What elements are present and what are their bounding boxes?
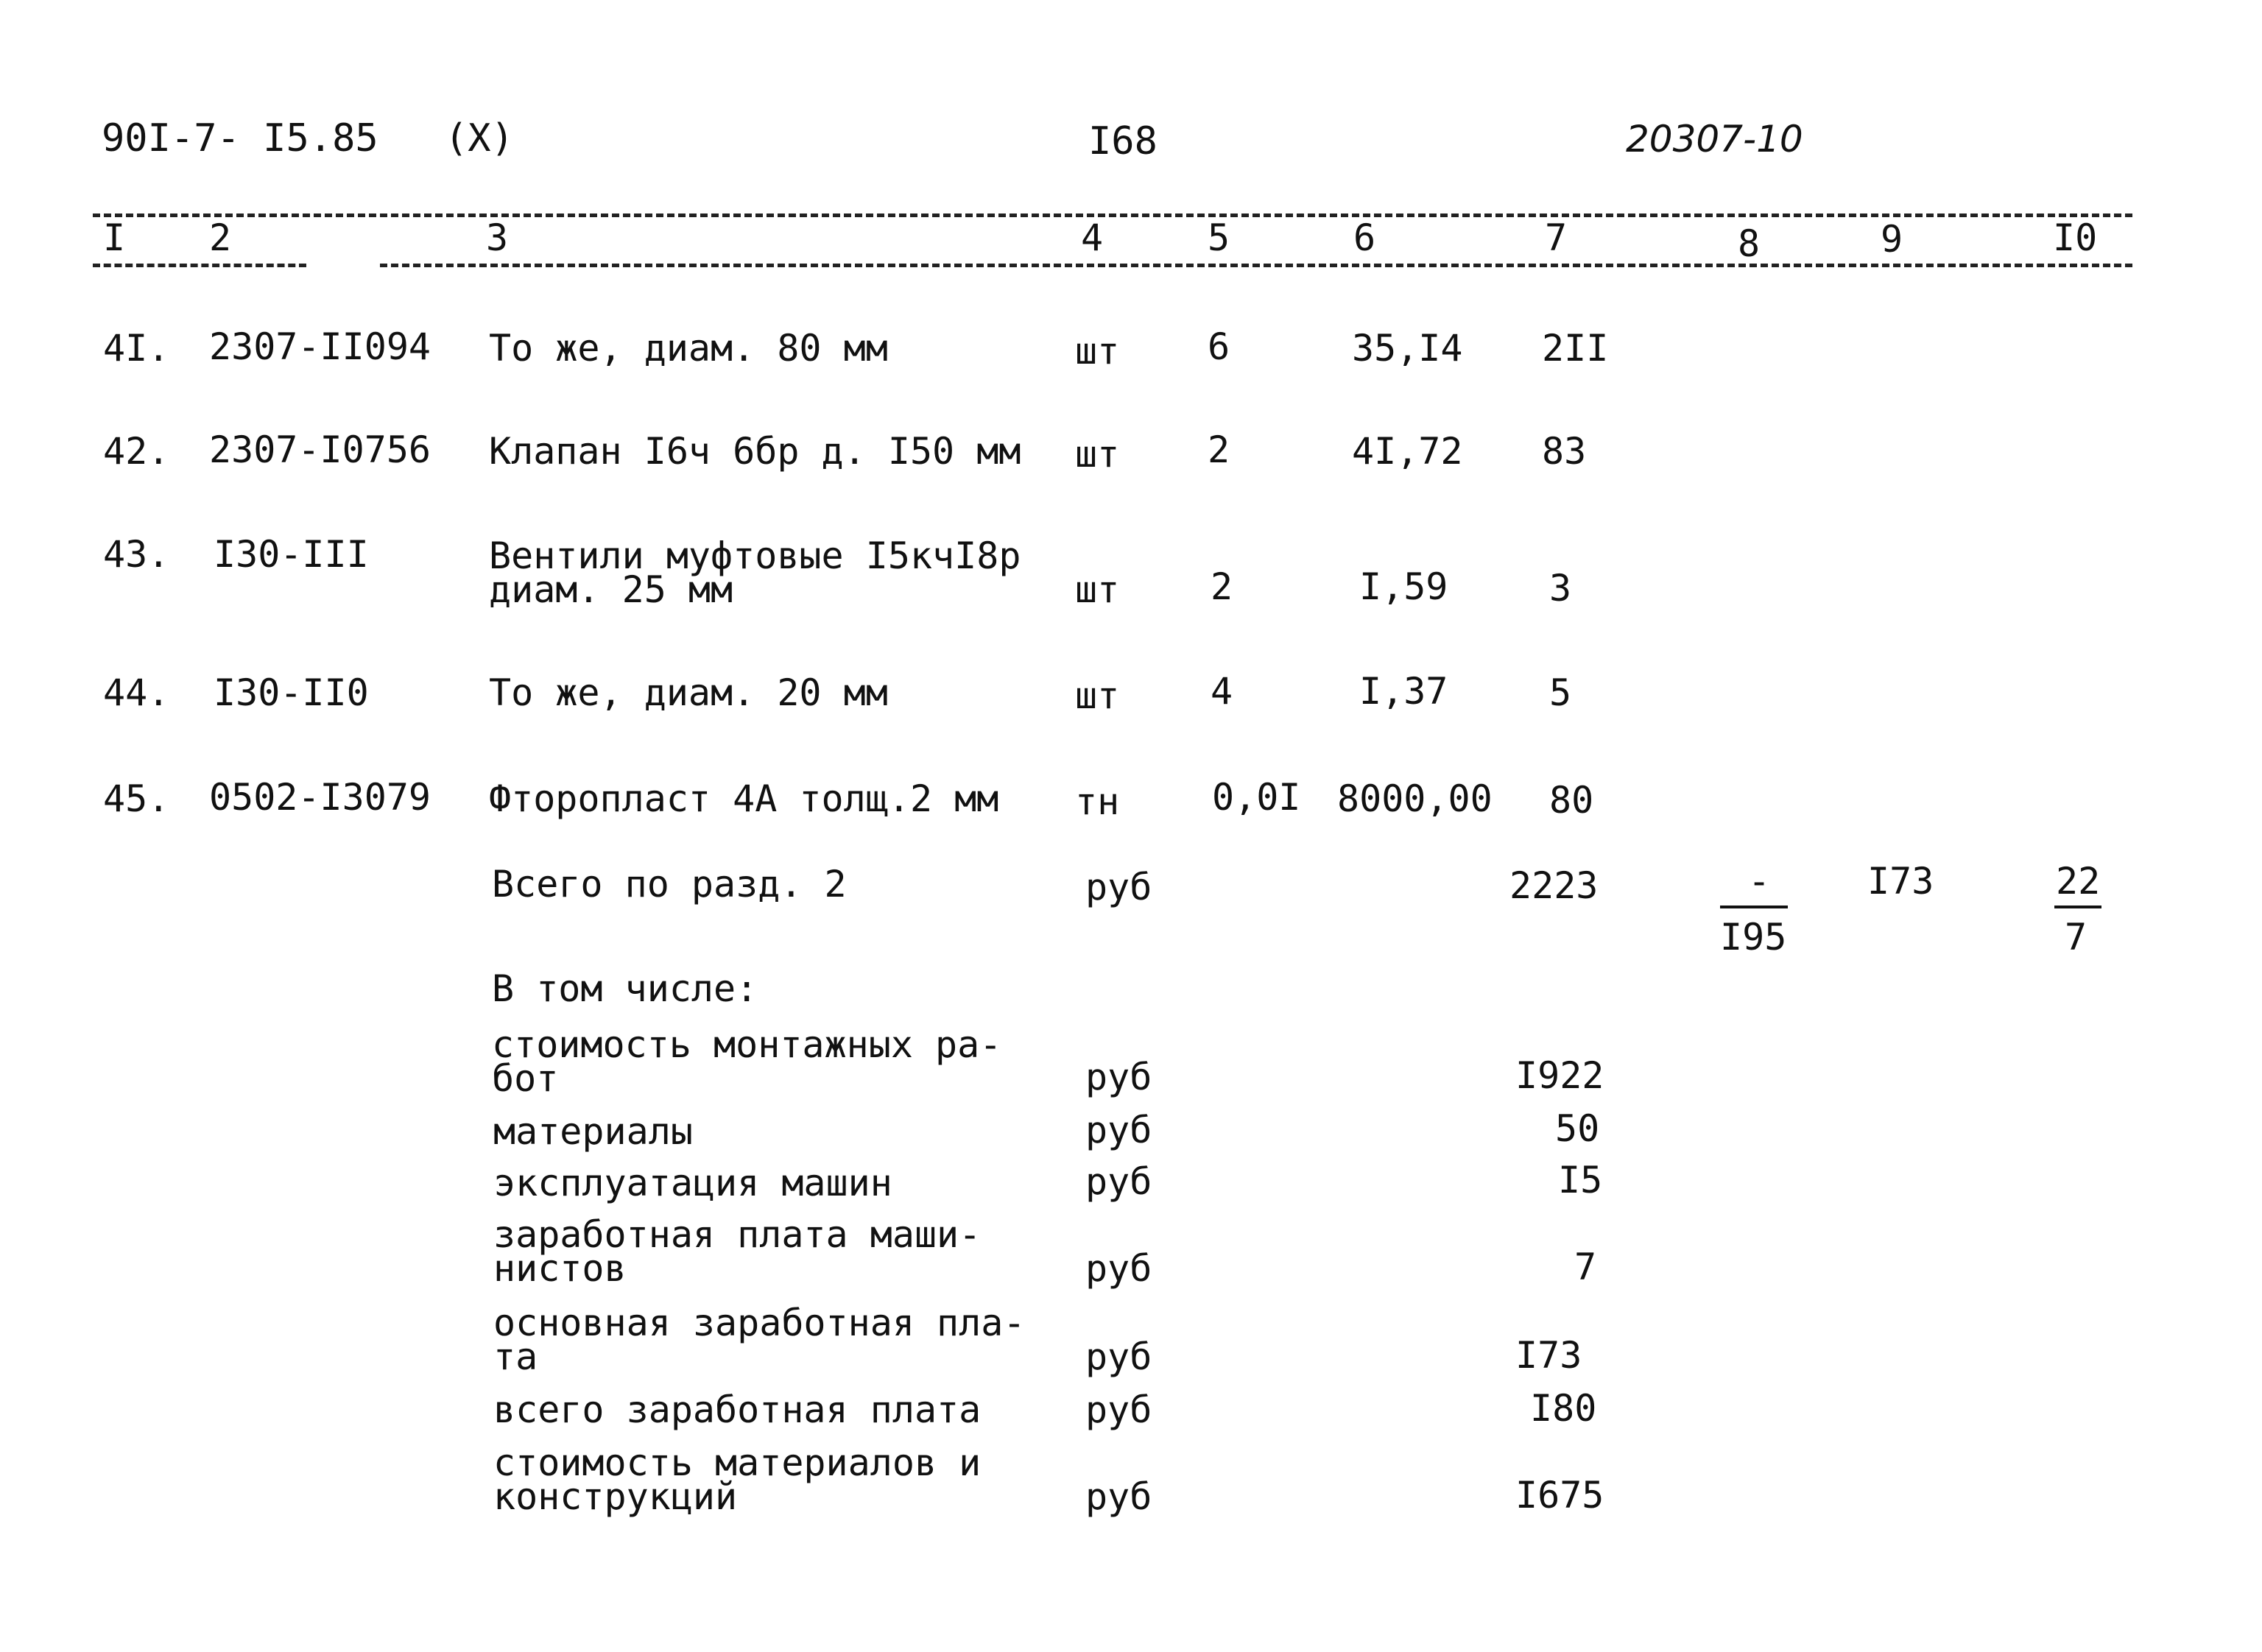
- breakdown-item-materials-value: 50: [1555, 1107, 1600, 1150]
- table-row-43-code: I30-III: [214, 533, 369, 576]
- breakdown-item-operator-wages-unit: руб: [1085, 1247, 1152, 1290]
- breakdown-item-operator-wages-line2: нистов: [493, 1247, 627, 1290]
- table-row-45-price: 8000,00: [1337, 777, 1493, 820]
- handwritten-reference: 20307-10: [1626, 118, 1803, 160]
- column-header-1: I: [103, 216, 126, 259]
- breakdown-item-base-wages-unit: руб: [1085, 1335, 1152, 1378]
- breakdown-item-total-wages-value: I80: [1530, 1387, 1597, 1430]
- table-row-41-qty: 6: [1208, 325, 1230, 368]
- section-total-unit: руб: [1085, 866, 1152, 908]
- breakdown-item-operator-wages-line1: заработная плата маши-: [493, 1213, 982, 1256]
- table-row-44-no: 44.: [103, 671, 170, 714]
- table-row-42-name: Клапан I6ч 6бр д. I50 мм: [489, 430, 1021, 473]
- table-row-44-qty: 4: [1211, 670, 1233, 713]
- table-row-45-qty: 0,0I: [1212, 776, 1301, 819]
- breakdown-item-installation-line1: стоимость монтажных ра-: [492, 1023, 1002, 1066]
- breakdown-item-machines-value: I5: [1558, 1159, 1603, 1201]
- table-row-41-unit: шт: [1075, 330, 1120, 373]
- breakdown-item-base-wages-line2: та: [493, 1335, 538, 1378]
- breakdown-item-materials: материалы: [493, 1110, 693, 1153]
- column-header-3: 3: [486, 216, 509, 259]
- header-rule-bottom: [93, 264, 306, 267]
- breakdown-item-materials-structures-value: I675: [1515, 1474, 1604, 1517]
- table-row-41-name: То же, диам. 80 мм: [489, 327, 888, 370]
- breakdown-item-materials-structures-line1: стоимость материалов и: [493, 1441, 982, 1484]
- breakdown-item-installation-line2: бот: [492, 1057, 559, 1100]
- table-row-45-no: 45.: [103, 777, 170, 820]
- column-header-9: 9: [1881, 218, 1903, 261]
- column-header-8: 8: [1738, 222, 1761, 265]
- table-row-43-qty: 2: [1211, 565, 1233, 608]
- table-row-42-qty: 2: [1208, 428, 1230, 471]
- table-row-41-price: 35,I4: [1352, 327, 1463, 370]
- breakdown-item-total-wages: всего заработная плата: [493, 1388, 982, 1431]
- column-header-2: 2: [209, 216, 232, 259]
- section-total-value: 2223: [1509, 864, 1599, 907]
- breakdown-item-base-wages-line1: основная заработная пла-: [493, 1302, 1026, 1344]
- table-row-42-total: 83: [1542, 430, 1587, 473]
- breakdown-item-materials-unit: руб: [1085, 1109, 1152, 1151]
- section-total-col10-top: 22: [2056, 860, 2101, 903]
- breakdown-item-operator-wages-value: 7: [1574, 1246, 1597, 1288]
- breakdown-item-installation-value: I922: [1515, 1054, 1604, 1097]
- section-total-col10-bottom: 7: [2065, 916, 2087, 959]
- table-row-44-code: I30-II0: [214, 671, 369, 714]
- table-row-42-no: 42.: [103, 430, 170, 473]
- section-total-label: Всего по разд. 2: [492, 863, 847, 906]
- breakdown-item-machines: эксплуатация машин: [493, 1162, 892, 1204]
- table-row-41-total: 2II: [1542, 327, 1609, 370]
- table-row-45-name: Фторопласт 4А толщ.2 мм: [489, 777, 999, 820]
- column-header-7: 7: [1545, 216, 1568, 259]
- table-row-43-no: 43.: [103, 533, 170, 576]
- table-row-44-total: 5: [1549, 671, 1572, 714]
- breakdown-item-total-wages-unit: руб: [1085, 1388, 1152, 1431]
- table-row-43-price: I,59: [1359, 565, 1448, 608]
- table-row-43-name-line1: Вентили муфтовые I5кчI8р: [489, 534, 1021, 577]
- breakdown-item-installation-unit: руб: [1085, 1056, 1152, 1098]
- table-row-45-unit: тн: [1075, 780, 1120, 823]
- header-rule-top: [93, 213, 2132, 217]
- breakdown-item-base-wages-value: I73: [1515, 1334, 1582, 1377]
- breakdown-item-materials-structures-unit: руб: [1085, 1475, 1152, 1518]
- table-row-42-price: 4I,72: [1352, 430, 1463, 473]
- document-mark: (X): [445, 116, 514, 160]
- header-rule-bottom-main: [380, 264, 2132, 267]
- table-row-44-price: I,37: [1359, 670, 1448, 713]
- column-header-4: 4: [1081, 216, 1104, 259]
- table-row-42-code: 2307-I0756: [209, 428, 431, 471]
- table-row-41-no: 4I.: [103, 327, 170, 370]
- document-code: 90I-7- I5.85: [102, 116, 378, 160]
- table-row-45-total: 80: [1549, 779, 1594, 822]
- table-row-42-unit: шт: [1075, 433, 1120, 476]
- table-row-41-code: 2307-II094: [209, 325, 431, 368]
- table-row-43-total: 3: [1549, 567, 1572, 610]
- breakdown-item-machines-unit: руб: [1085, 1160, 1152, 1203]
- table-row-44-unit: шт: [1075, 674, 1120, 717]
- breakdown-item-materials-structures-line2: конструкций: [493, 1475, 738, 1518]
- table-row-43-unit: шт: [1075, 568, 1120, 611]
- column-header-6: 6: [1353, 216, 1376, 259]
- section-total-col8-fraction-bar: [1720, 906, 1788, 908]
- section-total-col8-top: -: [1748, 860, 1771, 903]
- column-header-10: I0: [2053, 216, 2098, 259]
- table-row-44-name: То же, диам. 20 мм: [489, 671, 888, 714]
- table-row-43-name-line2: диам. 25 мм: [489, 568, 733, 611]
- column-header-5: 5: [1208, 216, 1230, 259]
- section-total-col8-bottom: I95: [1720, 916, 1787, 959]
- breakdown-heading: В том числе:: [492, 967, 758, 1010]
- section-total-col9: I73: [1867, 860, 1934, 903]
- table-row-45-code: 0502-I3079: [209, 776, 431, 819]
- section-total-col10-fraction-bar: [2054, 906, 2101, 908]
- page-number: I68: [1088, 119, 1158, 163]
